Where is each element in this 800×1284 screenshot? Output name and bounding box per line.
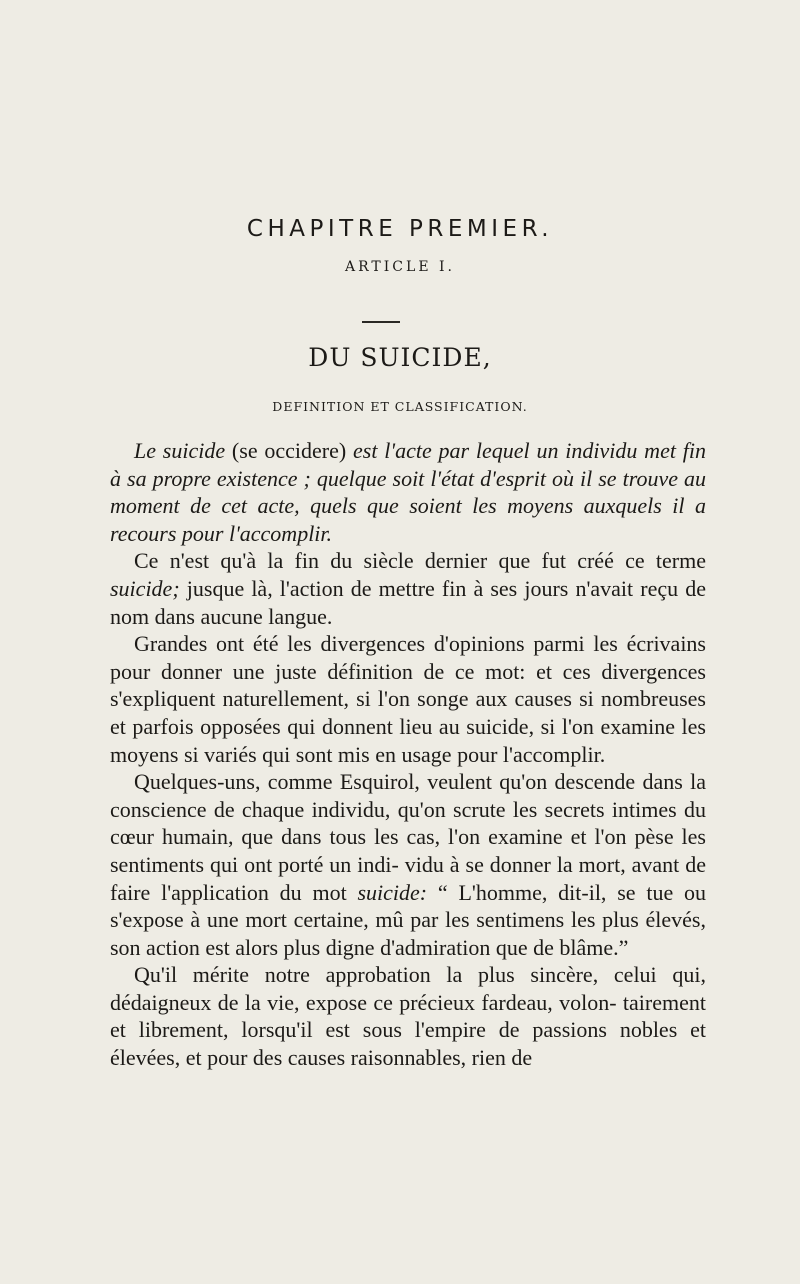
section-subtitle: DEFINITION ET CLASSIFICATION. xyxy=(272,399,528,414)
chapter-title: CHAPITRE PREMIER. xyxy=(246,216,554,242)
paragraph-origin-text-b: jusque là, l'action de mettre fin à ses jours n'avait reçu de nom dans aucune langue. xyxy=(110,575,706,629)
section-divider xyxy=(362,321,400,323)
paragraph-approbation: Qu'il mérite notre approbation la plus sincère, celui qui, dédaigneux de la vie, expose ce précieux fardeau, volon- tairement et librement, lorsqu'il est sous l'empire de passions nobles et élevées, et pour des causes raisonnables, rien de xyxy=(110,962,706,1071)
paragraph-origin xyxy=(110,547,706,630)
section-title: DU SUICIDE, xyxy=(308,343,492,372)
paragraph-origin-text-a: Ce n'est qu'à la fin du siècle dernier que fut créé ce terme xyxy=(134,548,706,574)
body-text xyxy=(110,437,706,1072)
paragraph-esquirol xyxy=(110,768,706,961)
paragraph-definition xyxy=(110,437,706,547)
paragraph-esquirol-term: suicide: xyxy=(357,879,428,905)
definition-text: est l'acte par lequel un individu met fin à sa propre existence ; quelque soit l'état d'esprit où il se trouve au moment de cet acte, quels que soient les moyens auxquels il a recours pour l'accomplir. xyxy=(110,438,706,546)
paragraph-esquirol-text-a: Quelques-uns, comme Esquirol, veulent qu'on descende dans la conscience de chaque individu, qu'on scrute les secrets intimes du cœur humain, que dans tous les cas, l'on examine et l'on pèse les sentiments qui ont porté un indi- vidu à se donner la mort, avant de faire l'application du mot xyxy=(110,769,706,905)
paragraph-divergences: Grandes ont été les divergences d'opinions parmi les écrivains pour donner une juste définition de ce mot: et ces divergences s'expliquent naturellement, si l'on songe aux causes si nombreuses et parfois opposées qui donnent lieu au suicide, si l'on examine les moyens si variés qui sont mis en usage pour l'accomplir. xyxy=(110,631,706,767)
definition-etymology: (se occidere) xyxy=(225,438,354,463)
paragraph-origin-term: suicide; xyxy=(110,575,180,601)
paragraph-esquirol-quote: “ L'homme, dit-il, se tue ou s'expose à une mort certaine, mû par les sentimens les plus élevés, son action est alors plus digne d'admiration que de blâme.” xyxy=(110,879,706,960)
article-number: ARTICLE I. xyxy=(345,259,455,275)
definition-term: Le suicide xyxy=(134,438,226,463)
